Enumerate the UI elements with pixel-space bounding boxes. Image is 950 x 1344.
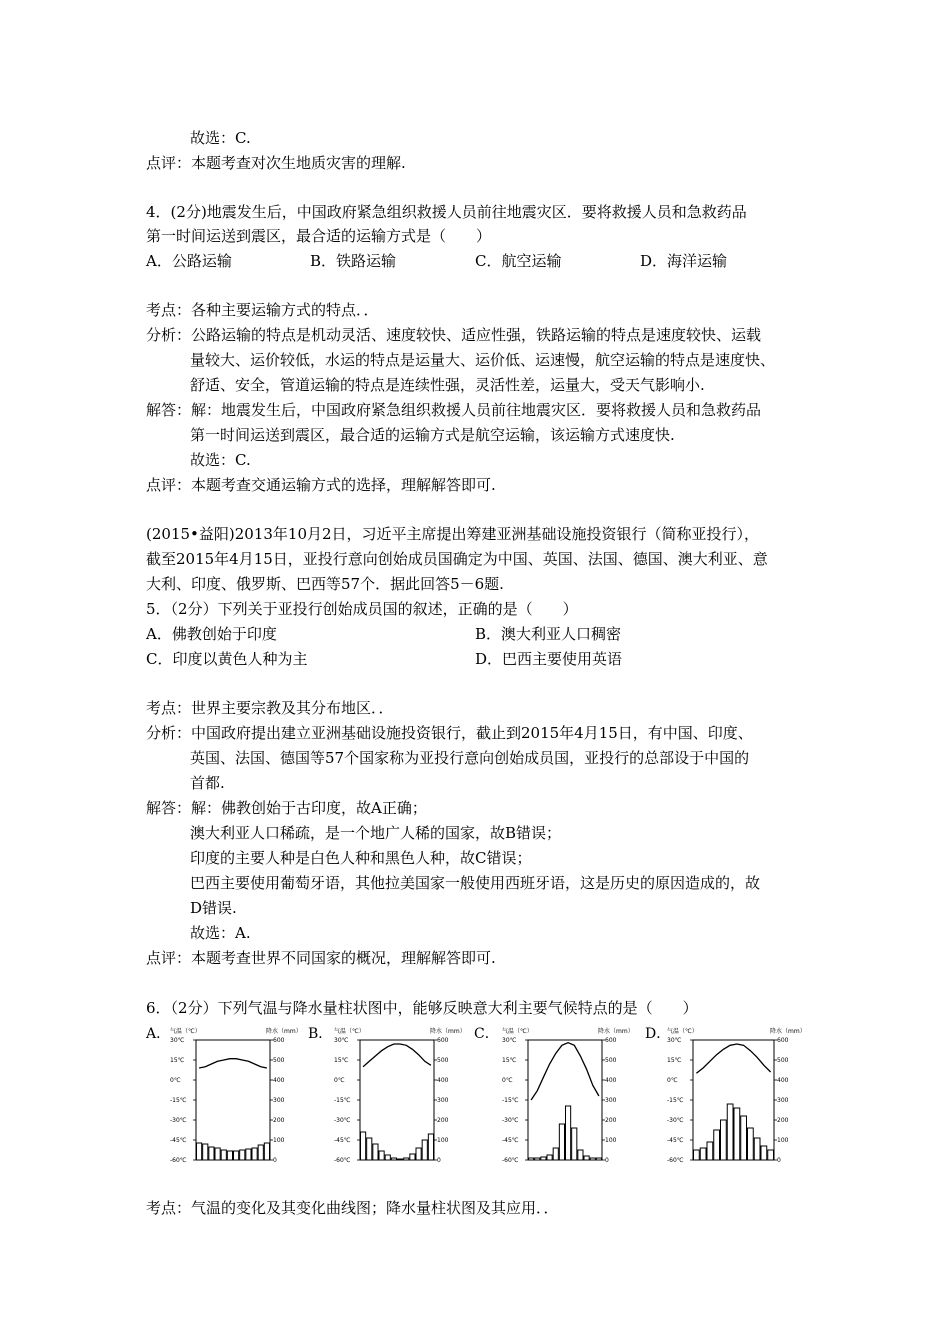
q4-answer: 故选：C. [190,451,251,469]
temperature-tick-label: -30℃ [502,1117,519,1124]
right-axis-label: 降水（mm） [266,1028,302,1035]
temperature-tick-label: -15℃ [667,1097,684,1104]
precipitation-bar [748,1128,754,1160]
left-axis-label: 气温（℃） [667,1028,698,1035]
precipitation-bar [768,1150,774,1160]
q4-jieda: 解答：解：地震发生后，中国政府紧急组织救援人员前往地震灾区．要将救援人员和急救药品 [146,401,762,419]
q5-jieda-line: 巴西主要使用葡萄牙语，其他拉美国家一般使用西班牙语，这是历史的原因造成的，故 [190,874,761,892]
precipitation-bar [361,1132,366,1160]
precipitation-bar [215,1148,220,1160]
plot-frame [196,1040,270,1160]
q5-option-c: C．印度以黄色人种为主 [146,650,308,668]
precipitation-bar [367,1138,372,1160]
temperature-tick-label: -45℃ [334,1137,351,1144]
climate-chart-c-svg [500,1026,634,1168]
q5-kaodian: 考点：世界主要宗教及其分布地区．． [146,699,394,717]
climate-chart-a-svg [168,1026,302,1168]
q5-jieda-line: D错误. [190,899,237,917]
temperature-tick-label: 15℃ [170,1057,185,1064]
precipitation-tick-label: 200 [777,1117,789,1124]
precipitation-bar [416,1148,421,1160]
precipitation-tick-label: 400 [605,1077,617,1084]
precipitation-tick-label: 200 [273,1117,285,1124]
precipitation-bar [754,1138,760,1160]
precipitation-bar [252,1148,257,1160]
temperature-tick-label: 15℃ [667,1057,682,1064]
temperature-curve [363,1044,431,1067]
climate-chart-a [168,1026,302,1168]
q4-stem-cont: 第一时间运送到震区，最合适的运输方式是（ ） [146,227,492,245]
precipitation-bar [694,1150,700,1160]
precipitation-bar [203,1144,208,1160]
q5-jieda-line: 印度的主要人种是白色人种和黑色人种，故C错误； [190,849,532,867]
precipitation-tick-label: 600 [605,1037,617,1044]
answer-line: 故选：C. [190,129,251,147]
q5-fenxi-line: 首都. [190,774,225,792]
precipitation-tick-label: 600 [777,1037,789,1044]
q5-fenxi-line: 英国、法国、德国等57个国家称为亚投行意向创始成员国，亚投行的总部设于中国的 [190,749,750,767]
q5-option-b: B．澳大利亚人口稠密 [475,625,622,643]
precipitation-tick-label: 500 [777,1057,789,1064]
temperature-tick-label: 0℃ [170,1077,181,1084]
precipitation-bar [246,1149,251,1160]
precipitation-tick-label: 500 [273,1057,285,1064]
precipitation-bar [197,1143,202,1160]
precipitation-bar [566,1106,571,1160]
q4-fenxi: 分析：公路运输的特点是机动灵活、速度较快、适应性强，铁路运输的特点是速度较快、运载 [146,326,762,344]
temperature-tick-label: -60℃ [170,1157,187,1164]
q5-stem: 5．（2分）下列关于亚投行创始成员国的叙述，正确的是（ ） [146,600,578,618]
precipitation-tick-label: 400 [273,1077,285,1084]
precipitation-bar [258,1145,263,1160]
right-axis-label: 降水（mm） [598,1028,634,1035]
q4-comment: 点评：本题考查交通运输方式的选择，理解解答即可. [146,476,496,494]
precipitation-tick-label: 200 [605,1117,617,1124]
precipitation-bar [700,1148,706,1160]
precipitation-bar [535,1158,540,1160]
climate-chart-c [500,1026,634,1168]
temperature-tick-label: 30℃ [502,1037,517,1044]
precipitation-bar [410,1154,415,1160]
climate-chart-d-svg [665,1026,806,1168]
precipitation-bar [227,1151,232,1160]
precipitation-bar [398,1159,403,1160]
q4-kaodian: 考点：各种主要运输方式的特点．． [146,301,379,319]
precipitation-tick-label: 0 [273,1157,277,1164]
temperature-tick-label: 0℃ [502,1077,513,1084]
precipitation-bar [428,1134,433,1160]
temperature-tick-label: 15℃ [502,1057,517,1064]
precipitation-bar [209,1147,214,1160]
q6-option-a-label: A． [146,1026,171,1042]
precipitation-bar [221,1150,226,1160]
temperature-tick-label: -60℃ [502,1157,519,1164]
q5-jieda: 解答：解：佛教创始于古印度，故A正确； [146,799,427,817]
precipitation-bar [553,1148,558,1160]
q6-option-c-label: C． [474,1026,499,1042]
precipitation-bar [590,1158,595,1160]
q5-jieda-line: 澳大利亚人口稀疏，是一个地广人稀的国家，故B错误； [190,824,562,842]
right-axis-label: 降水（mm） [430,1028,466,1035]
q4-fenxi-line: 量较大、运价较低，水运的特点是运量大、运价低、运速慢，航空运输的特点是速度快、 [190,351,776,369]
precipitation-tick-label: 0 [777,1157,781,1164]
q6-option-b-label: B． [308,1026,333,1042]
q4-option-d: D．海洋运输 [640,252,728,270]
temperature-tick-label: -15℃ [502,1097,519,1104]
precipitation-bar [572,1128,577,1160]
left-axis-label: 气温（℃） [334,1028,365,1035]
precipitation-bar [240,1150,245,1160]
precipitation-tick-label: 100 [605,1137,617,1144]
precipitation-tick-label: 100 [777,1137,789,1144]
precipitation-bar [264,1143,269,1160]
temperature-tick-label: 15℃ [334,1057,349,1064]
precipitation-bar [234,1151,239,1160]
right-axis-label: 降水（mm） [770,1028,806,1035]
q4-option-a: A．公路运输 [146,252,232,270]
temperature-curve [199,1059,267,1068]
temperature-tick-label: -45℃ [170,1137,187,1144]
temperature-tick-label: -15℃ [170,1097,187,1104]
precipitation-tick-label: 300 [437,1097,449,1104]
comment-line: 点评：本题考查对次生地质灾害的理解. [146,154,406,172]
temperature-tick-label: 0℃ [667,1077,678,1084]
q6-kaodian: 考点：气温的变化及其变化曲线图；降水量柱状图及其应用．． [146,1199,559,1217]
precipitation-tick-label: 100 [273,1137,285,1144]
precipitation-bar [741,1116,747,1160]
q4-option-c: C．航空运输 [475,252,562,270]
q5-answer: 故选：A. [190,924,251,942]
precipitation-tick-label: 0 [437,1157,441,1164]
climate-chart-b [332,1026,466,1168]
temperature-tick-label: -15℃ [334,1097,351,1104]
temperature-curve [531,1043,599,1100]
precipitation-tick-label: 400 [437,1077,449,1084]
precipitation-bar [541,1157,546,1160]
precipitation-bar [391,1158,396,1160]
temperature-tick-label: -30℃ [334,1117,351,1124]
precipitation-bar [529,1158,534,1160]
passage-line: 截至2015年4月15日，亚投行意向创始成员国确定为中国、英国、法国、德国、澳大利亚、意 [146,550,768,568]
temperature-tick-label: -45℃ [667,1137,684,1144]
temperature-tick-label: -45℃ [502,1137,519,1144]
temperature-tick-label: -60℃ [334,1157,351,1164]
precipitation-bar [578,1150,583,1160]
precipitation-tick-label: 300 [777,1097,789,1104]
left-axis-label: 气温（℃） [170,1028,201,1035]
precipitation-tick-label: 600 [273,1037,285,1044]
precipitation-tick-label: 600 [437,1037,449,1044]
precipitation-bar [761,1146,767,1160]
precipitation-tick-label: 400 [777,1077,789,1084]
precipitation-bar [734,1108,740,1160]
precipitation-bar [721,1120,727,1160]
precipitation-bar [422,1140,427,1160]
precipitation-bar [584,1156,589,1160]
q4-jieda-line: 第一时间运送到震区，最合适的运输方式是航空运输，该运输方式速度快. [190,426,675,444]
precipitation-tick-label: 500 [605,1057,617,1064]
precipitation-tick-label: 300 [605,1097,617,1104]
temperature-tick-label: 0℃ [334,1077,345,1084]
precipitation-tick-label: 300 [273,1097,285,1104]
temperature-curve [696,1044,770,1073]
precipitation-bar [727,1104,733,1160]
precipitation-tick-label: 100 [437,1137,449,1144]
q6-option-d-label: D． [645,1026,671,1042]
passage-line: (2015•益阳)2013年10月2日，习近平主席提出筹建亚洲基础设施投资银行（简称亚投行）， [146,525,760,543]
precipitation-bar [385,1155,390,1160]
q4-option-b: B．铁路运输 [310,252,397,270]
temperature-tick-label: -30℃ [170,1117,187,1124]
q5-comment: 点评：本题考查世界不同国家的概况，理解解答即可. [146,949,496,967]
precipitation-bar [707,1142,713,1160]
precipitation-bar [404,1158,409,1160]
precipitation-bar [373,1144,378,1160]
temperature-tick-label: -30℃ [667,1117,684,1124]
precipitation-tick-label: 500 [437,1057,449,1064]
precipitation-bar [559,1124,564,1160]
precipitation-bar [714,1130,720,1160]
climate-chart-d [665,1026,806,1168]
q5-option-a: A．佛教创始于印度 [146,625,277,643]
temperature-tick-label: 30℃ [667,1037,682,1044]
precipitation-bar [596,1158,601,1160]
left-axis-label: 气温（℃） [502,1028,533,1035]
precipitation-bar [547,1155,552,1160]
precipitation-tick-label: 0 [605,1157,609,1164]
q5-option-d: D．巴西主要使用英语 [475,650,623,668]
plot-frame [528,1040,602,1160]
temperature-tick-label: 30℃ [334,1037,349,1044]
q4-fenxi-line: 舒适、安全，管道运输的特点是连续性强，灵活性差，运量大，受天气影响小. [190,376,705,394]
precipitation-bar [379,1151,384,1160]
passage-line: 大利、印度、俄罗斯、巴西等57个．据此回答5－6题. [146,575,504,593]
temperature-tick-label: 30℃ [170,1037,185,1044]
temperature-tick-label: -60℃ [667,1157,684,1164]
precipitation-tick-label: 200 [437,1117,449,1124]
climate-chart-b-svg [332,1026,466,1168]
q6-stem: 6．（2分）下列气温与降水量柱状图中，能够反映意大利主要气候特点的是（ ） [146,999,698,1017]
q4-stem: 4．(2分)地震发生后，中国政府紧急组织救援人员前往地震灾区．要将救援人员和急救药品 [146,203,747,221]
q5-fenxi: 分析：中国政府提出建立亚洲基础设施投资银行，截止到2015年4月15日，有中国、印度、 [146,724,753,742]
